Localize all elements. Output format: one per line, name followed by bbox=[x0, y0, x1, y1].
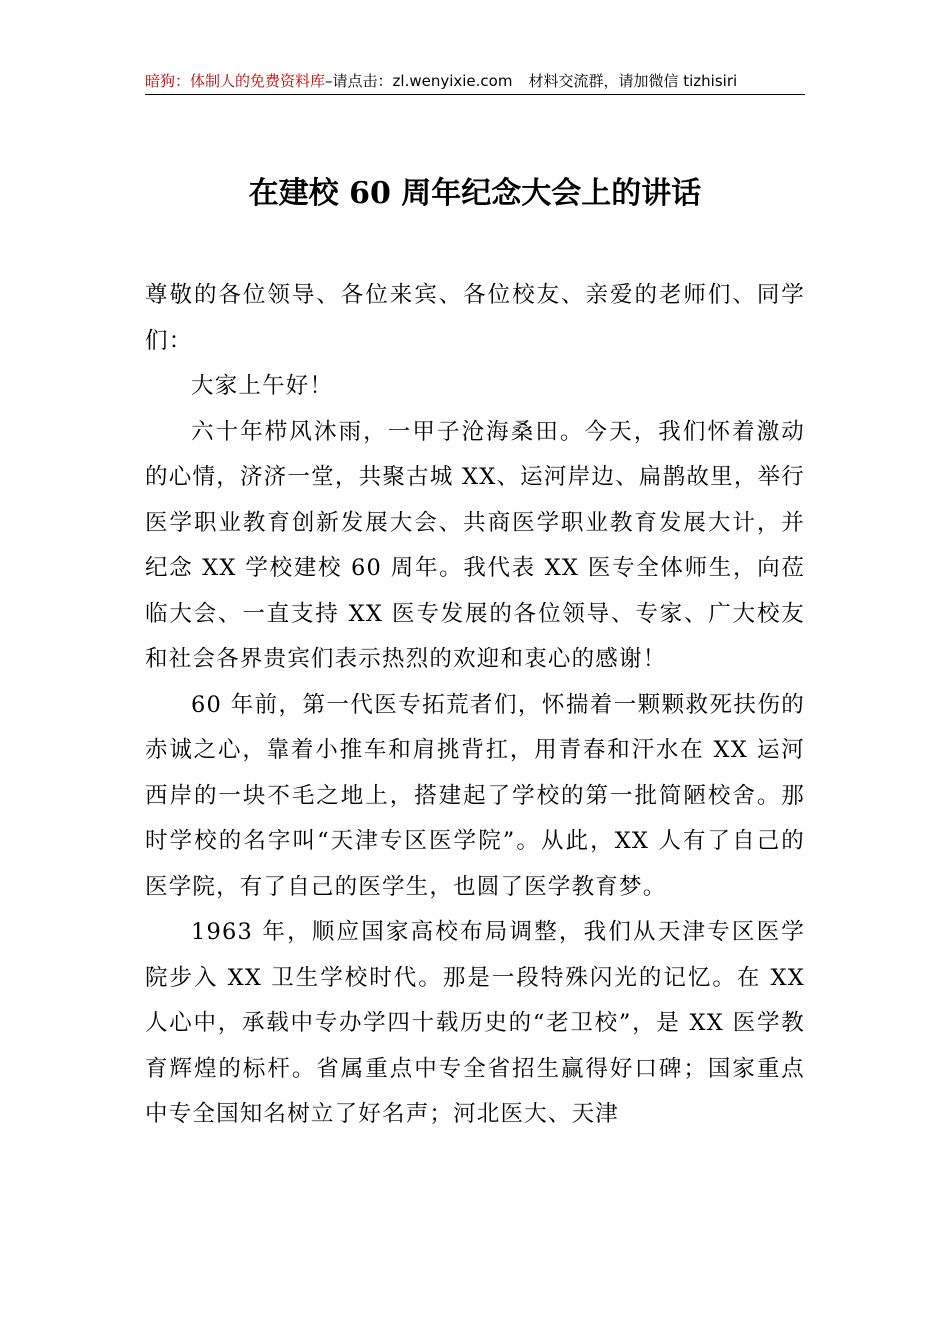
document-body bbox=[145, 273, 805, 1138]
salutation: 尊敬的各位领导、各位来宾、各位校友、亲爱的老师们、同学们： bbox=[145, 282, 805, 354]
greeting: 大家上午好！ bbox=[191, 373, 334, 399]
header-divider bbox=[145, 94, 805, 95]
document-title: 在建校 60 周年纪念大会上的讲话 bbox=[248, 176, 702, 211]
body-paragraph: 1963 年，顺应国家高校布局调整，我们从天津专区医学院步入 XX 卫生学校时代。那是一段特殊闪光的记忆。在 XX 人心中，承载中专办学四十载历史的“老卫校”，是 XX 医学教育辉煌的标杆。省属重点中专全省招生赢得好口碑；国家重点中专全国知名树立了好名声；河北医大、天津 bbox=[145, 919, 805, 1127]
header-url-link[interactable]: zl.wenyixie.com bbox=[392, 72, 513, 90]
header-banner bbox=[145, 70, 805, 92]
header-click-prompt: –请点击： bbox=[325, 72, 393, 90]
body-paragraph: 六十年栉风沐雨，一甲子沧海桑田。今天，我们怀着激动的心情，济济一堂，共聚古城 XX、运河岸边、扁鹊故里，举行医学职业教育创新发展大会、共商医学职业教育发展大计，并纪念 XX 学校建校 60 周年。我代表 XX 医专全体师生，向莅临大会、一直支持 XX 医专发展的各位领导、专家、广大校友和社会各界贵宾们表示热烈的欢迎和衷心的感谢！ bbox=[145, 418, 805, 672]
body-paragraph: 60 年前，第一代医专拓荒者们，怀揣着一颗颗救死扶伤的赤诚之心，靠着小推车和肩挑背扛，用青春和汗水在 XX 运河西岸的一块不毛之地上，搭建起了学校的第一批简陋校舍。那时学校的名字叫“天津专区医学院”。从此，XX 人有了自己的医学院，有了自己的医学生，也圆了医学教育梦。 bbox=[145, 691, 805, 900]
header-group-note: 材料交流群，请加微信 tizhisiri bbox=[528, 72, 738, 90]
header-site-name: 暗狗：体制人的免费资料库 bbox=[145, 72, 326, 90]
